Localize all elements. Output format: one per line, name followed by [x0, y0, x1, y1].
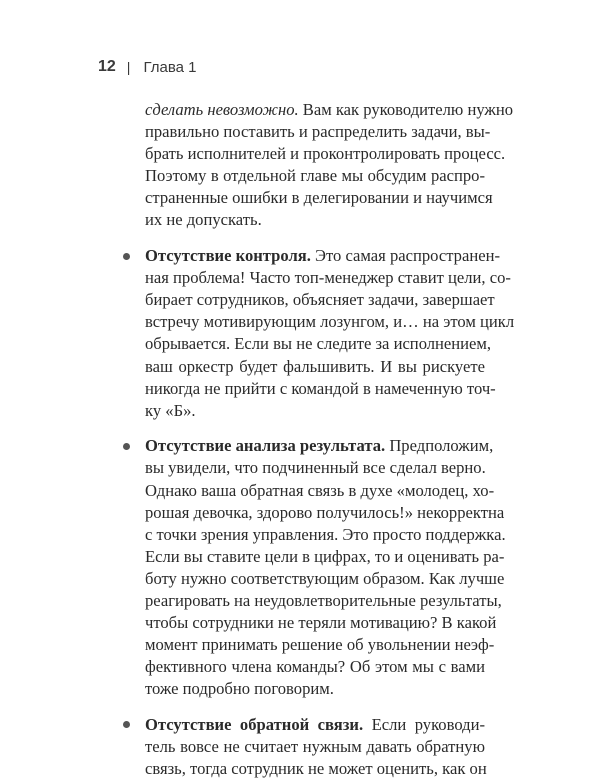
bullet-item-control — [145, 245, 515, 422]
bullet-icon — [121, 245, 131, 267]
bullet-item-feedback — [145, 714, 485, 780]
italic-phrase: сделать невозможно. — [145, 100, 299, 119]
text-line: фективного члена команды? Об этом мы с вами — [145, 657, 485, 677]
paragraph-spacer — [145, 422, 485, 436]
text-line: встречу мотивирующим лозунгом, и… на этом цикл — [145, 312, 515, 332]
text-line: Поэтому в отдельной главе мы обсудим распро- — [145, 166, 485, 186]
text-line: с точки зрения управления. Это просто поддержка. — [145, 524, 506, 544]
text-line: их не допускать. — [145, 210, 262, 230]
text-line: обрывается. Если вы не следите за исполнением, — [145, 334, 492, 354]
bullet-title: Отсутствие обратной связи. — [145, 714, 364, 734]
text-line: правильно поставить и распределить задачи, вы- — [145, 122, 491, 142]
text-line: никогда не прийти с командой в намеченную точ- — [145, 378, 496, 398]
text-line — [145, 435, 494, 457]
text-fragment: Вам как руководителю нужно — [298, 100, 514, 119]
text-line: тель вовсе не считает нужным давать обратную — [145, 737, 485, 757]
text-line — [145, 99, 514, 121]
text-line: страненные ошибки в делегировании и научимся — [145, 188, 493, 208]
header-separator: | — [126, 59, 131, 75]
paragraph-spacer — [145, 700, 485, 714]
text-line: ная проблема! Часто топ-менеджер ставит цели, со- — [145, 268, 511, 288]
body-text — [145, 99, 515, 780]
running-header — [98, 58, 196, 76]
text-fragment: Предположим, — [385, 436, 494, 456]
text-line: чтобы сотрудники не теряли мотивацию? В какой — [145, 613, 497, 633]
text-line: Если вы ставите цели в цифрах, то и оценивать ра- — [145, 546, 505, 566]
text-line: связь, тогда сотрудник не может оценить, как он — [145, 759, 487, 779]
text-line — [145, 245, 501, 267]
text-line: ваш оркестр будет фальшивить. И вы рискуете — [145, 356, 485, 376]
text-line — [145, 714, 485, 736]
bullet-icon — [121, 435, 131, 457]
text-line: вы увидели, что подчиненный все сделал верно. — [145, 458, 486, 478]
text-line: ку «Б». — [145, 400, 196, 420]
text-line: боту нужно соответствующим образом. Как лучше — [145, 568, 505, 588]
bullet-icon — [121, 714, 131, 736]
text-line: бирает сотрудников, объясняет задачи, завершает — [145, 290, 495, 310]
intro-paragraph — [145, 99, 514, 232]
text-line: момент принимать решение об увольнении неэф- — [145, 635, 495, 655]
page-number: 12 — [98, 58, 116, 75]
bullet-title: Отсутствие контроля. — [145, 246, 311, 266]
text-line: рошая девочка, здорово получилось!» некорректна — [145, 502, 505, 522]
text-fragment: Это самая распространен- — [310, 246, 501, 266]
text-line: тоже подробно поговорим. — [145, 679, 334, 699]
bullet-item-analysis — [145, 435, 506, 700]
paragraph-spacer — [145, 232, 485, 246]
text-line: реагировать на неудовлетворительные результаты, — [145, 590, 502, 610]
chapter-title: Глава 1 — [143, 58, 197, 76]
text-line: Однако ваша обратная связь в духе «молодец, хо- — [145, 480, 495, 500]
text-fragment: Если руководи- — [363, 714, 485, 734]
bullet-title: Отсутствие анализа результата. — [145, 436, 386, 456]
text-line: брать исполнителей и проконтролировать процесс. — [145, 144, 506, 164]
